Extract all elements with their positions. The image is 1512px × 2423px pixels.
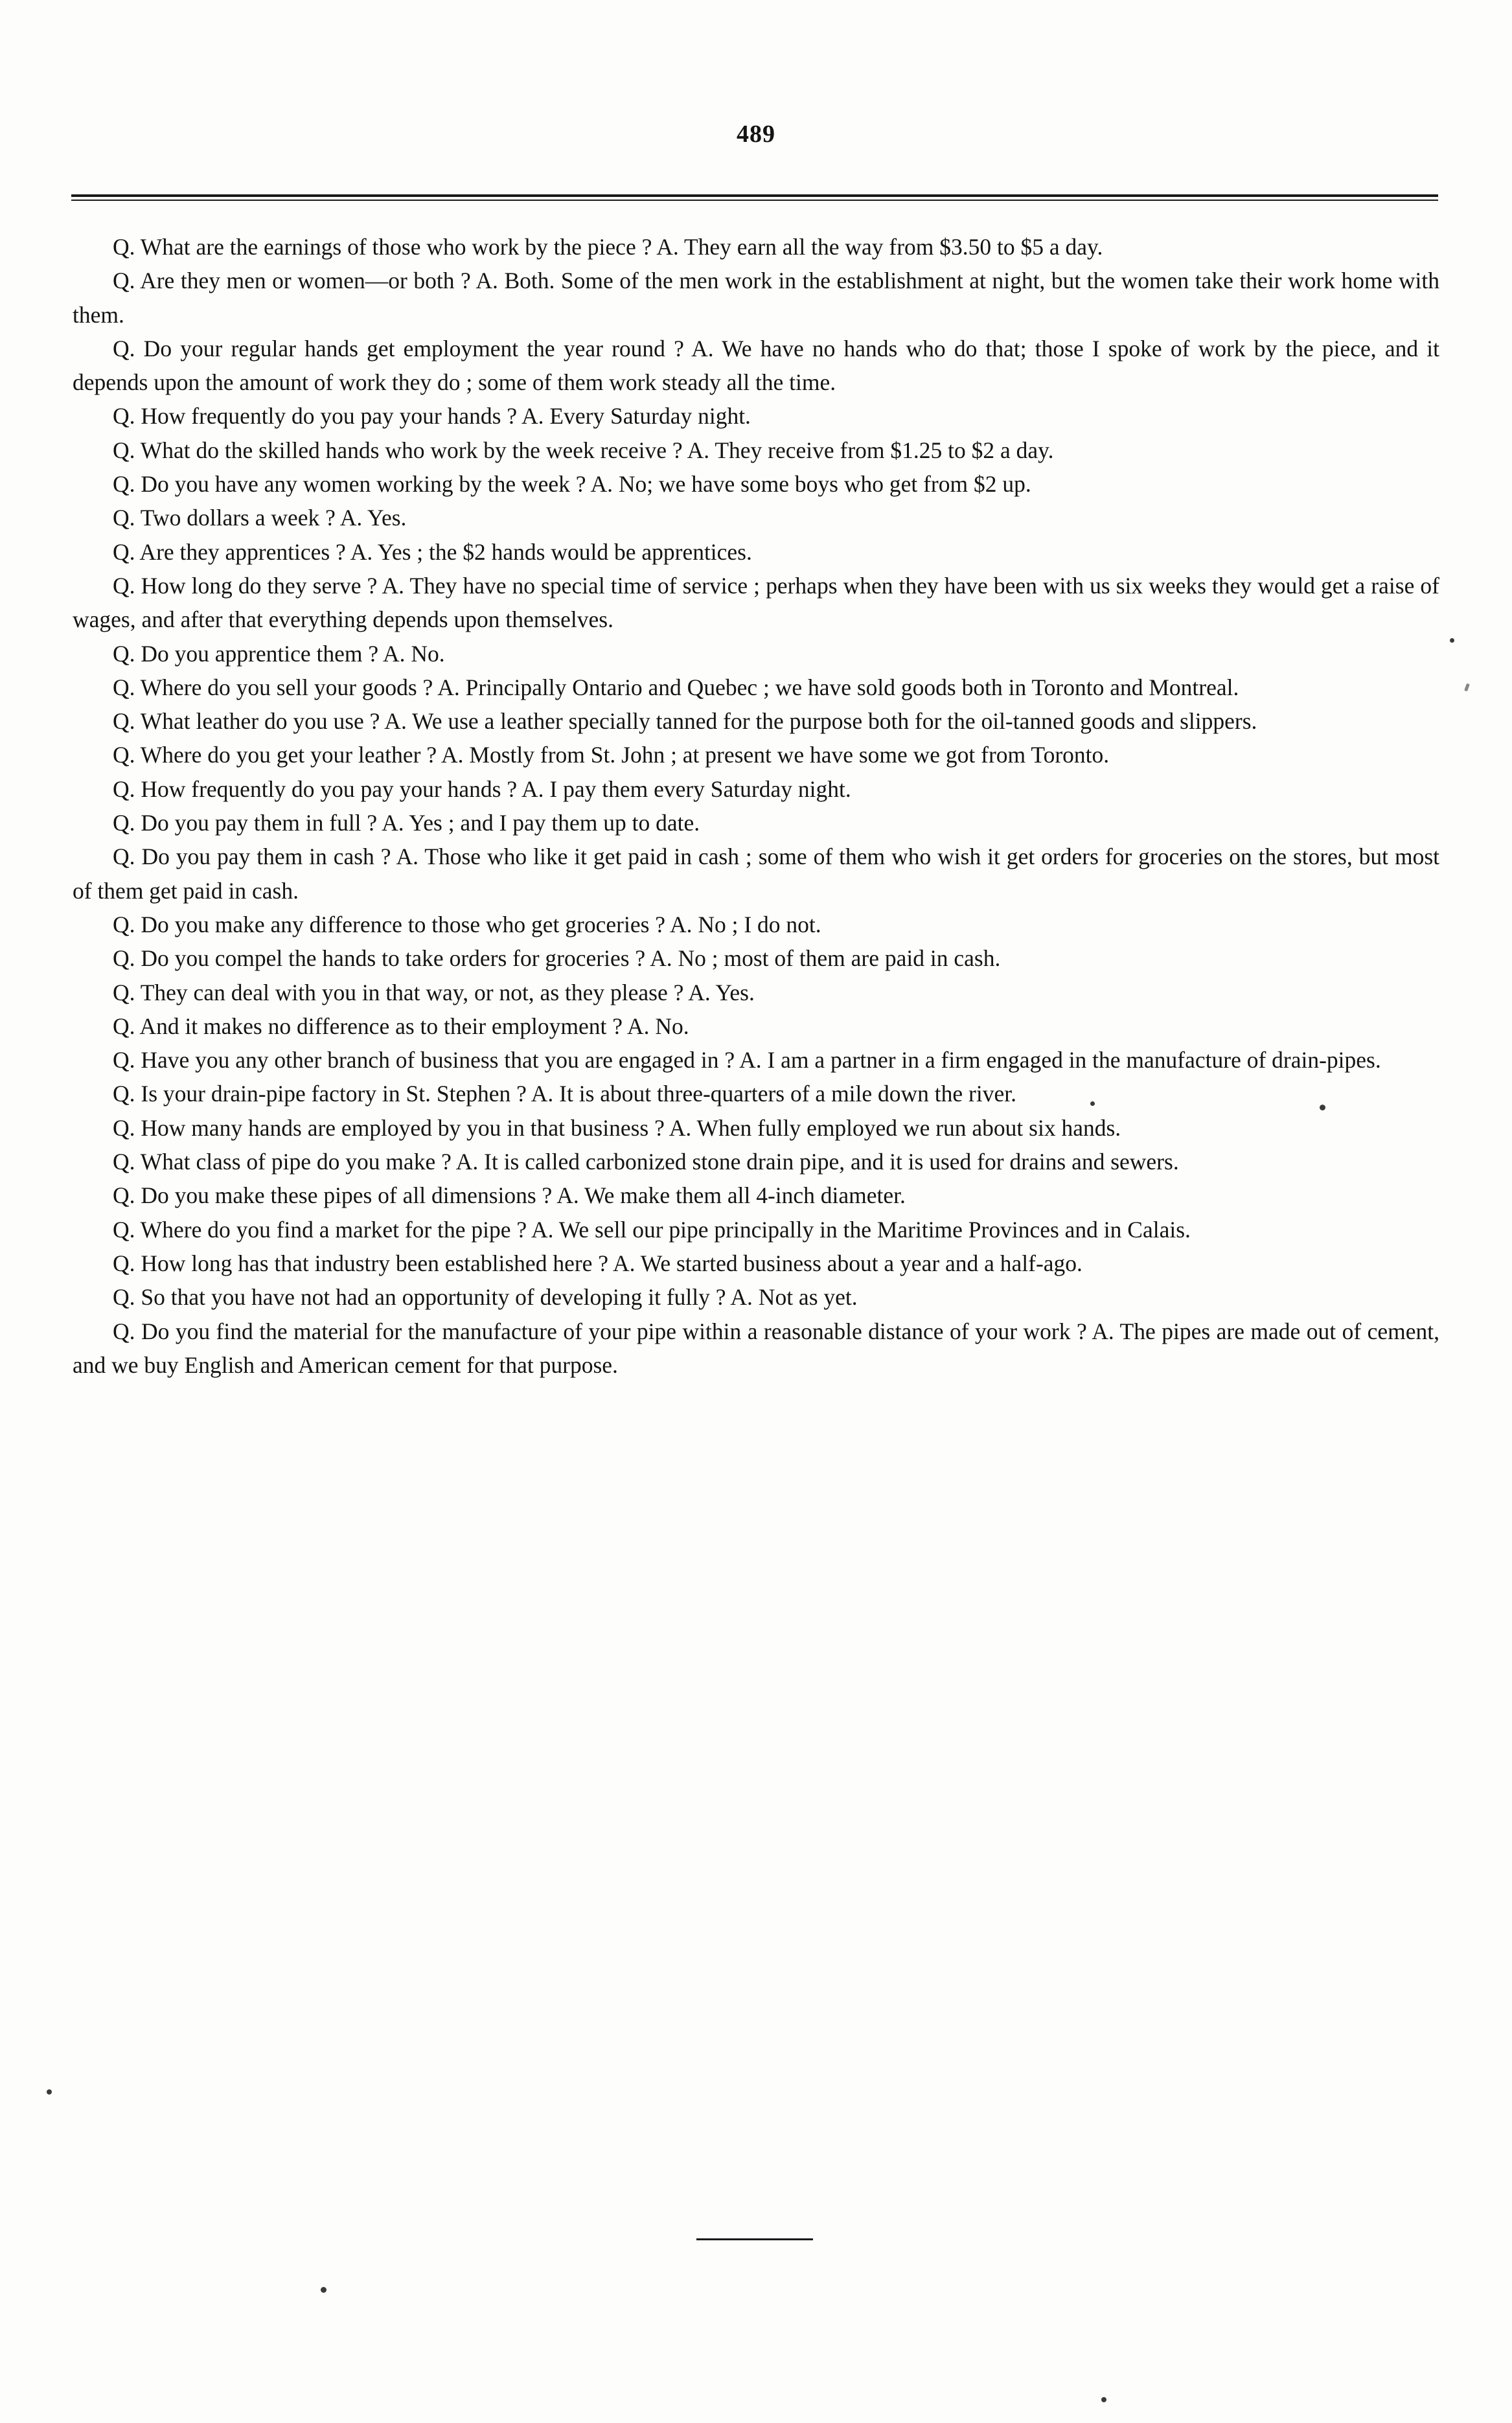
transcript-paragraph: Q. What are the earnings of those who work by the piece ? A. They earn all the way from $3.50 to $5 a day. [113, 234, 1103, 260]
page-speck [1090, 1101, 1095, 1106]
page-speck [1464, 683, 1470, 692]
transcript-paragraph: Q. Do you apprentice them ? A. No. [113, 640, 445, 667]
header-rule-thick [71, 194, 1438, 197]
header-rule-thin [71, 200, 1438, 201]
transcript-paragraph: Q. Have you any other branch of business that you are engaged in ? A. I am a partner in a firm engaged in the manufacture of drain-pipes. [113, 1047, 1381, 1074]
transcript-paragraph: Q. So that you have not had an opportunity of developing it fully ? A. Not as yet. [113, 1284, 858, 1311]
transcript-paragraph: Q. Two dollars a week ? A. Yes. [113, 505, 407, 531]
transcript-paragraph: Q. Do your regular hands get employment the year round ? A. We have no hands who do that; those I spoke of work by the piece, and it depends upon the amount of work they do ; some of them work steady all the time. [73, 335, 1439, 396]
transcript-paragraph: Q. Where do you find a market for the pipe ? A. We sell our pipe principally in the Maritime Provinces and in Calais. [113, 1216, 1191, 1243]
transcript-paragraph: Q. They can deal with you in that way, or not, as they please ? A. Yes. [113, 979, 755, 1005]
transcript-body [73, 230, 1439, 1382]
transcript-paragraph: Q. Do you pay them in full ? A. Yes ; and I pay them up to date. [113, 810, 700, 836]
transcript-paragraph: Q. How many hands are employed by you in that business ? A. When fully employed we run about six hands. [113, 1114, 1121, 1141]
transcript-paragraph: Q. How frequently do you pay your hands ? A. I pay them every Saturday night. [113, 775, 851, 802]
transcript-paragraph: Q. What class of pipe do you make ? A. It is called carbonized stone drain pipe, and it is used for drains and sewers. [113, 1149, 1179, 1175]
page-speck [1450, 638, 1454, 643]
transcript-paragraph: Q. How long do they serve ? A. They have no special time of service ; perhaps when they have been with us six weeks they would get a raise of wages, and after that everything depends upon themselves. [73, 572, 1439, 633]
transcript-paragraph: Q. Do you have any women working by the week ? A. No; we have some boys who get from $2 up. [113, 471, 1031, 498]
transcript-paragraph: Q. Are they men or women—or both ? A. Both. Some of the men work in the establishment at night, but the women take their work home with them. [73, 268, 1439, 328]
transcript-paragraph: Q. Do you find the material for the manufacture of your pipe within a reasonable distance of your work ? A. The pipes are made out of cement, and we buy English and American cement for that purpose. [73, 1318, 1439, 1378]
page-speck [47, 2089, 52, 2095]
transcript-paragraph: Q. And it makes no difference as to their employment ? A. No. [113, 1013, 689, 1039]
transcript-paragraph: Q. Is your drain-pipe factory in St. Stephen ? A. It is about three-quarters of a mile down the river. [113, 1081, 1016, 1107]
transcript-paragraph: Q. Do you pay them in cash ? A. Those who like it get paid in cash ; some of them who wish it get orders for groceries on the stores, but most of them get paid in cash. [73, 844, 1439, 904]
transcript-paragraph: Q. Are they apprentices ? A. Yes ; the $2 hands would be apprentices. [113, 538, 752, 565]
page-speck [321, 2287, 326, 2293]
transcript-paragraph: Q. What do the skilled hands who work by the week receive ? A. They receive from $1.25 to $2 a day. [113, 437, 1054, 463]
header-divider-rule [71, 194, 1438, 201]
footer-divider-rule [696, 2238, 813, 2240]
transcript-paragraph: Q. Do you make any difference to those who get groceries ? A. No ; I do not. [113, 911, 821, 937]
transcript-paragraph: Q. How long has that industry been established here ? A. We started business about a year and a half-ago. [113, 1250, 1082, 1276]
page-speck [1320, 1105, 1325, 1110]
transcript-paragraph: Q. Where do you get your leather ? A. Mostly from St. John ; at present we have some we got from Toronto. [113, 742, 1110, 768]
transcript-paragraph: Q. What leather do you use ? A. We use a leather specially tanned for the purpose both for the oil-tanned goods and slippers. [113, 708, 1257, 735]
transcript-paragraph: Q. Where do you sell your goods ? A. Principally Ontario and Quebec ; we have sold goods both in Toronto and Montreal. [113, 674, 1239, 700]
page-number: 489 [737, 121, 775, 148]
transcript-paragraph: Q. Do you compel the hands to take orders for groceries ? A. No ; most of them are paid in cash. [113, 945, 1001, 972]
transcript-paragraph: Q. How frequently do you pay your hands ? A. Every Saturday night. [113, 403, 751, 430]
transcript-paragraph: Q. Do you make these pipes of all dimensions ? A. We make them all 4-inch diameter. [113, 1182, 906, 1209]
page-speck [1101, 2397, 1106, 2402]
